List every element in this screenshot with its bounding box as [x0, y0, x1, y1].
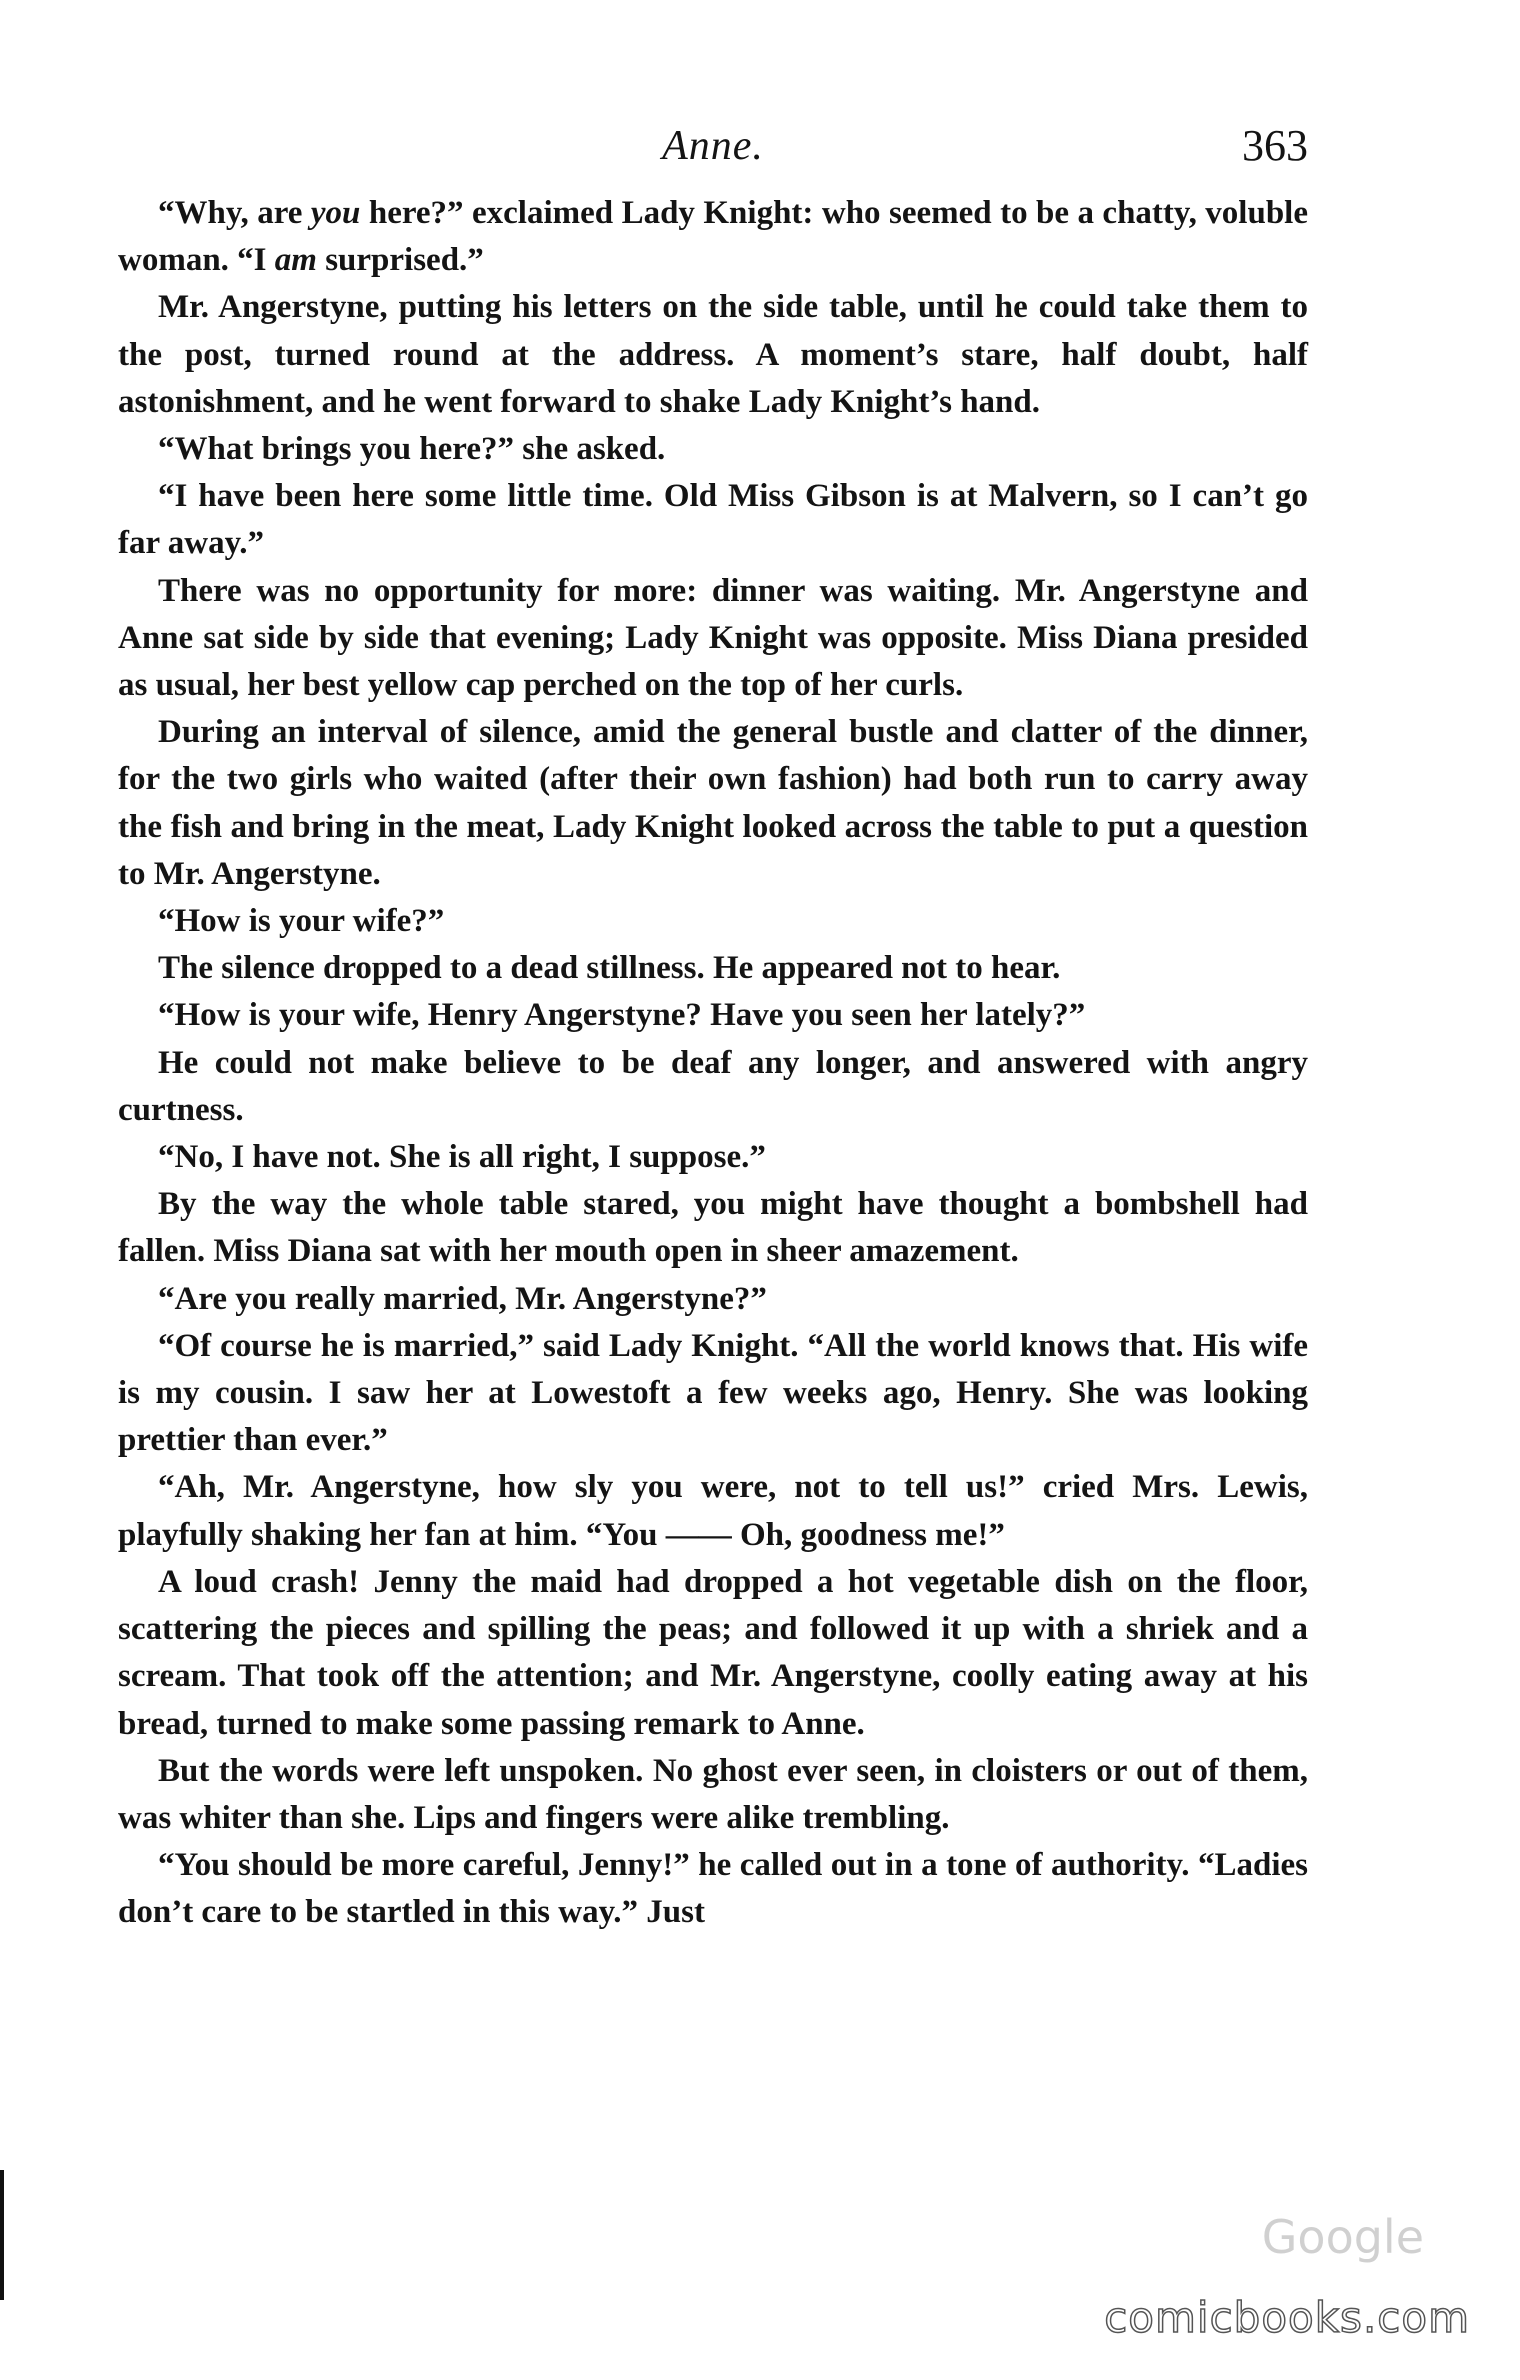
paragraph: [118, 1323, 1308, 1465]
body-text: [118, 190, 1308, 1937]
paragraph: [118, 898, 1308, 945]
paragraph: [118, 992, 1308, 1039]
paragraph: [118, 1842, 1308, 1936]
paragraph: [118, 945, 1308, 992]
paragraph-text: surprised.”: [316, 242, 484, 279]
paragraph-text: But the words were left unspoken. No ghost ever seen, in cloisters or out of them, was whiter than she. Lips and fingers were alike trembling.: [118, 1752, 1308, 1836]
paragraph: [118, 1559, 1308, 1748]
paragraph-text: “Are you really married, Mr. Angerstyne?”: [158, 1280, 767, 1317]
paragraph-text: During an interval of silence, amid the general bustle and clatter of the dinner, for the two girls who waited (after their own fashion) had both run to carry away the fish and bring in the meat, Lady Knight looked across the table to put a question to Mr. Angerstyne.: [118, 714, 1308, 892]
paragraph-text: here?” exclaimed Lady Knight: who seemed to be a chatty, voluble woman. “I: [118, 195, 1308, 279]
paragraph-text: “How is your wife, Henry Angerstyne? Have you seen her lately?”: [158, 997, 1086, 1034]
paragraph: [118, 1276, 1308, 1323]
paragraph: [118, 1464, 1308, 1558]
paragraph-text: Mr. Angerstyne, putting his letters on the side table, until he could take them to the post, turned round at the address. A moment’s stare, half doubt, half astonishment, and he went forward to shake Lady Knight’s hand.: [118, 289, 1308, 420]
paragraph-text: “Of course he is married,” said Lady Knight. “All the world knows that. His wife is my cousin. I saw her at Lowestoft a few weeks ago, Henry. She was looking prettier than ever.”: [118, 1327, 1308, 1459]
paragraph-text: “Ah, Mr. Angerstyne, how sly you were, not to tell us!” cried Mrs. Lewis, playfully shaking her fan at him. “You —— Oh, goodness me!”: [118, 1469, 1308, 1553]
digitizer-watermark: Google: [1261, 2210, 1424, 2264]
emphasis-text: am: [274, 242, 317, 279]
paragraph: [118, 426, 1308, 473]
paragraph: [118, 473, 1308, 567]
paragraph: [118, 190, 1308, 284]
paragraph: [118, 1040, 1308, 1134]
paragraph: [118, 284, 1308, 426]
emphasis-text: you: [310, 195, 361, 231]
paragraph-text: “You should be more careful, Jenny!” he called out in a tone of authority. “Ladies don’t care to be startled in this way.” Just: [118, 1847, 1308, 1931]
site-watermark: comicbooks.com: [1104, 2293, 1470, 2342]
paragraph-text: “How is your wife?”: [158, 903, 445, 940]
paragraph-text: “What brings you here?” she asked.: [158, 431, 666, 468]
paragraph-text: “No, I have not. She is all right, I suppose.”: [158, 1139, 766, 1176]
paragraph-text: The silence dropped to a dead stillness. He appeared not to hear.: [158, 950, 1061, 987]
paragraph-text: “I have been here some little time. Old Miss Gibson is at Malvern, so I can’t go far away.”: [118, 478, 1308, 562]
paragraph: [118, 1181, 1308, 1275]
paragraph: [118, 1748, 1308, 1842]
binding-edge: [0, 2170, 4, 2300]
paragraph: [118, 568, 1308, 710]
running-head: [118, 116, 1308, 176]
running-title: Anne.: [662, 123, 764, 169]
paragraph-text: There was no opportunity for more: dinner was waiting. Mr. Angerstyne and Anne sat side by side that evening; Lady Knight was opposite. Miss Diana presided as usual, her best yellow cap perched on the top of her curls.: [118, 572, 1308, 704]
paragraph: [118, 1134, 1308, 1181]
paragraph-text: “Why, are: [158, 195, 311, 231]
paragraph-text: By the way the whole table stared, you might have thought a bombshell had fallen. Miss Diana sat with her mouth open in sheer amazement.: [118, 1186, 1308, 1270]
paragraph: [118, 709, 1308, 898]
page-number: 363: [1242, 121, 1308, 170]
paragraph-text: A loud crash! Jenny the maid had dropped a hot vegetable dish on the floor, scattering the pieces and spilling the peas; and followed it up with a shriek and a scream. That took off the attention; and Mr. Angerstyne, coolly eating away at his bread, turned to make some passing remark to Anne.: [118, 1563, 1308, 1742]
paragraph-text: He could not make believe to be deaf any longer, and answered with angry curtness.: [118, 1044, 1308, 1128]
